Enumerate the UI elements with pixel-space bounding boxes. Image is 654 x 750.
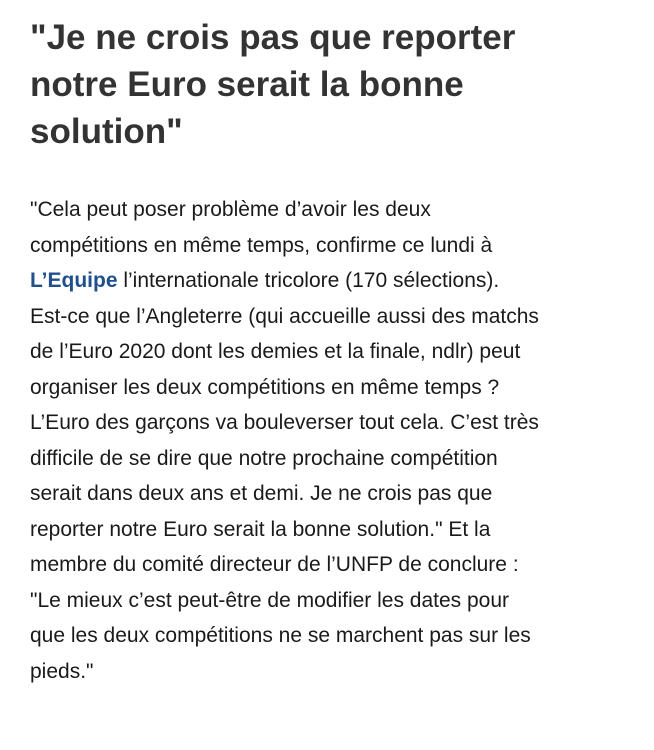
body-line: serait dans deux ans et demi. Je ne crois pas que <box>30 482 493 505</box>
body-line: difficile de se dire que notre prochaine compétition <box>30 446 498 470</box>
body-line: "Le mieux c’est peut-être de modifier les dates pour <box>30 588 510 612</box>
body-line: que les deux compétitions ne se marchent pas sur les <box>30 624 531 647</box>
lequipe-link[interactable]: L’Equipe <box>30 269 118 292</box>
article-body <box>30 192 630 689</box>
article-headline <box>30 14 630 155</box>
body-line: "Cela peut poser problème d’avoir les deux <box>30 198 431 221</box>
body-line: pieds." <box>30 659 94 683</box>
body-line: reporter notre Euro serait la bonne solution." Et la <box>30 517 491 541</box>
body-line: Est-ce que l’Angleterre (qui accueille aussi des matchs <box>30 304 539 328</box>
body-line-with-link <box>30 263 630 299</box>
headline-line: solution" <box>30 112 183 151</box>
body-line: membre du comité directeur de l’UNFP de conclure : <box>30 553 519 576</box>
body-line: L’Euro des garçons va bouleverser tout cela. C’est très <box>30 411 539 434</box>
article <box>30 14 630 689</box>
body-line: organiser les deux compétitions en même temps ? <box>30 375 500 399</box>
headline-line: "Je ne crois pas que reporter <box>30 18 516 57</box>
body-line: de l’Euro 2020 dont les demies et la finale, ndlr) peut <box>30 340 521 363</box>
body-line: compétitions en même temps, confirme ce lundi à <box>30 233 493 257</box>
body-line-rest: l’internationale tricolore (170 sélections). <box>117 269 500 292</box>
headline-line: notre Euro serait la bonne <box>30 65 464 104</box>
